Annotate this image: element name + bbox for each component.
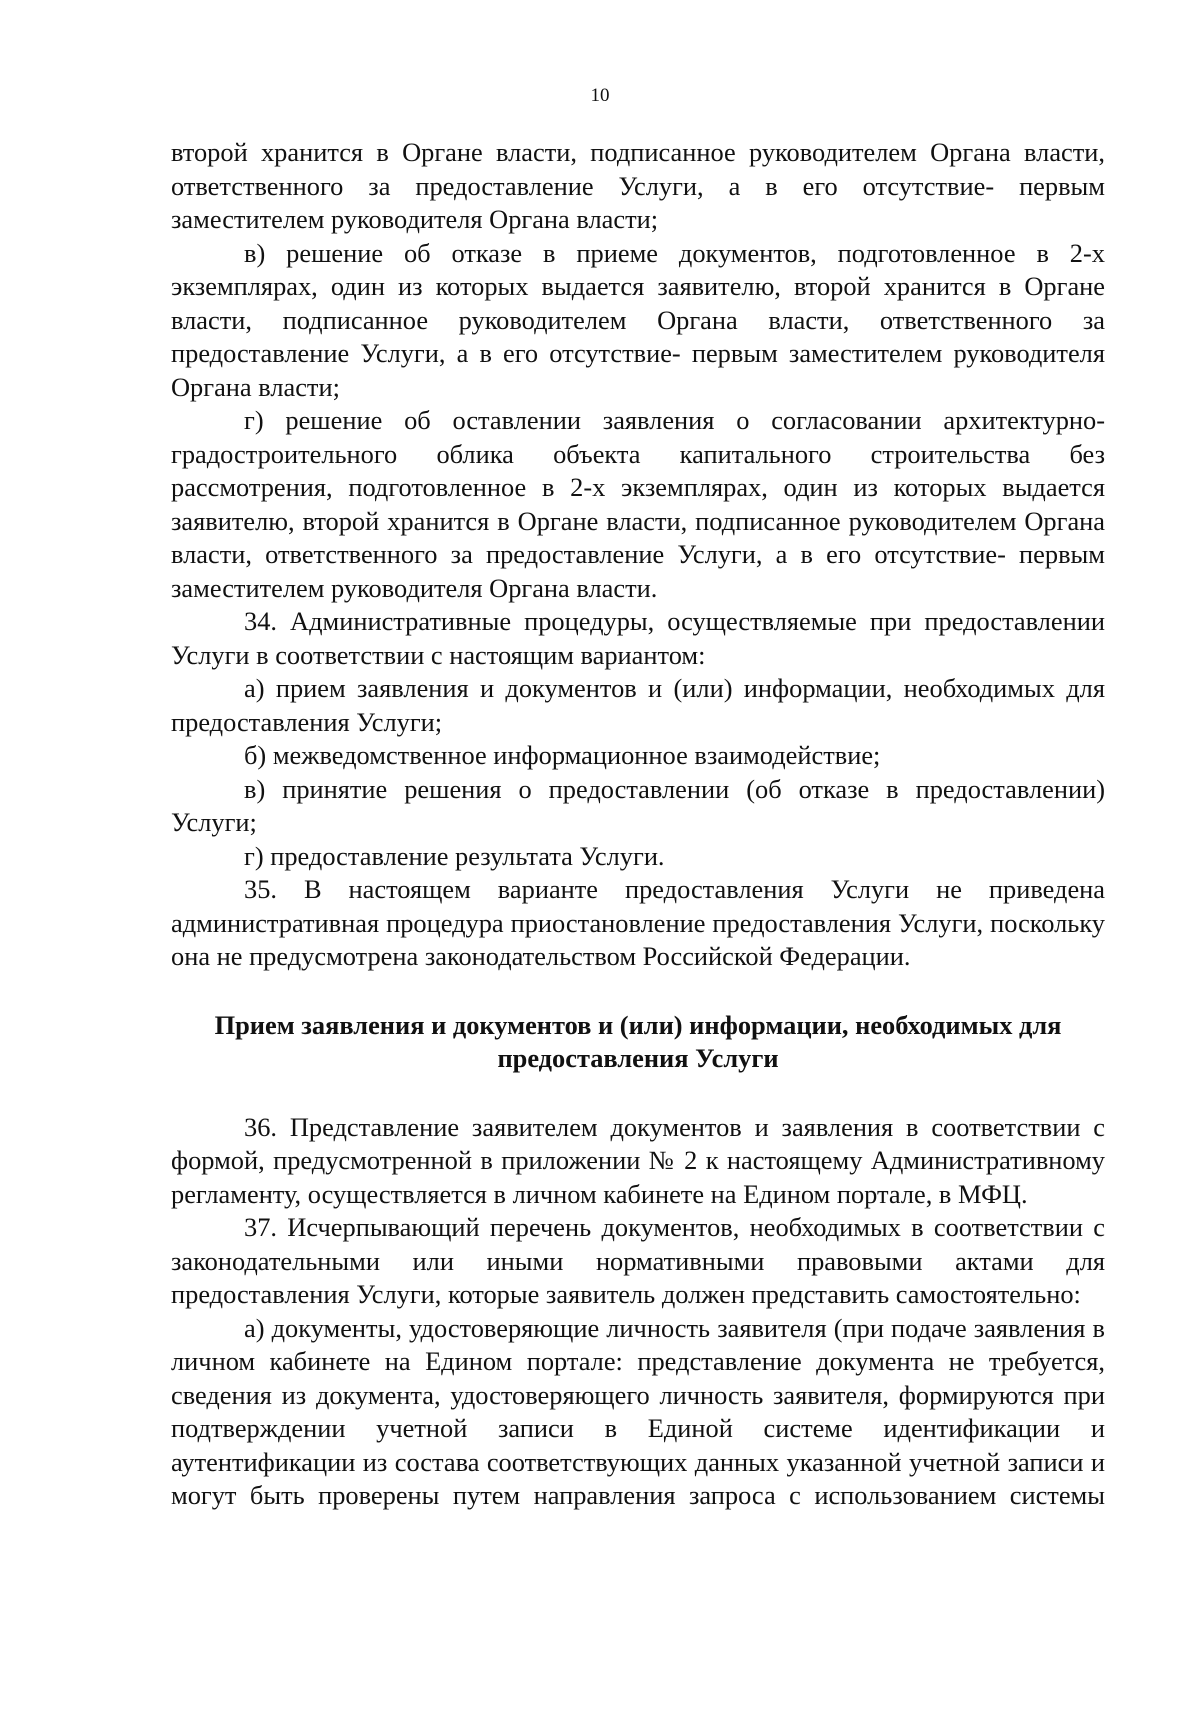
- paragraph-34-v: в) принятие решения о предоставлении (об отказе в предоставлении) Услуги;: [171, 773, 1105, 837]
- page-number: 10: [590, 85, 610, 106]
- paragraph-34-g: г) предоставление результата Услуги.: [244, 840, 665, 871]
- paragraph-36: 36. Представление заявителем документов и заявления в соответствии с формой, предусмотренной в приложении № 2 к настоящему Административному регламенту, осуществляется в личном кабинете на Едином портале, в МФЦ.: [171, 1111, 1105, 1209]
- paragraph-continued: второй хранится в Органе власти, подписанное руководителем Органа власти, ответственного за предоставление Услуги, а в его отсутствие- первым заместителем руководителя Органа власти;: [171, 137, 1105, 234]
- paragraph-item-g: г) решение об оставлении заявления о согласовании архитектурно-градостроительного облика объекта капитального строительства без рассмотрения, подготовленное в 2-х экземплярах, один из которых выдается заявителю, второй хранится в Органе власти, подписанное руководителем Органа власти, ответственного за предоставление Услуги, а в его отсутствие- первым заместителем руководителя Органа власти.: [171, 405, 1105, 603]
- paragraph-35: 35. В настоящем варианте предоставления Услуги не приведена административная процедура приостановление предоставления Услуги, поскольку она не предусмотрена законодательством Российской Федерации.: [171, 874, 1105, 971]
- document-body: [171, 136, 1105, 1513]
- paragraph-37-a: а) документы, удостоверяющие личность заявителя (при подаче заявления в личном кабинете на Едином портале: представление документа не требуется, сведения из документа, удостоверяющего личность заявителя, формируются при подтверждении учетной записи в Единой системе идентификации и аутентификации из состава соответствующих данных указанной учетной записи и могут быть проверены путем направления запроса с использованием системы: [171, 1312, 1105, 1510]
- section-heading: Прием заявления и документов и (или) информации, необходимых для предоставления Услуги: [214, 1009, 1062, 1073]
- top-section: [171, 136, 1105, 974]
- section-heading-wrap: [171, 1009, 1105, 1076]
- bottom-section: [171, 1111, 1105, 1513]
- paragraph-34-b: б) межведомственное информационное взаимодействие;: [244, 740, 881, 770]
- paragraph-34-a: а) прием заявления и документов и (или) информации, необходимых для предоставления Услуги;: [171, 673, 1105, 737]
- paragraph-34: 34. Административные процедуры, осуществляемые при предоставлении Услуги в соответствии с настоящим вариантом:: [171, 606, 1105, 670]
- paragraph-37: 37. Исчерпывающий перечень документов, необходимых в соответствии с законодательными или иными нормативными правовыми актами для предоставления Услуги, которые заявитель должен представить самостоятельно:: [171, 1212, 1105, 1309]
- paragraph-item-v: в) решение об отказе в приеме документов, подготовленное в 2-х экземплярах, один из которых выдается заявителю, второй хранится в Органе власти, подписанное руководителем Органа власти, ответственного за предоставление Услуги, а в его отсутствие- первым заместителем руководителя Органа власти;: [171, 237, 1105, 402]
